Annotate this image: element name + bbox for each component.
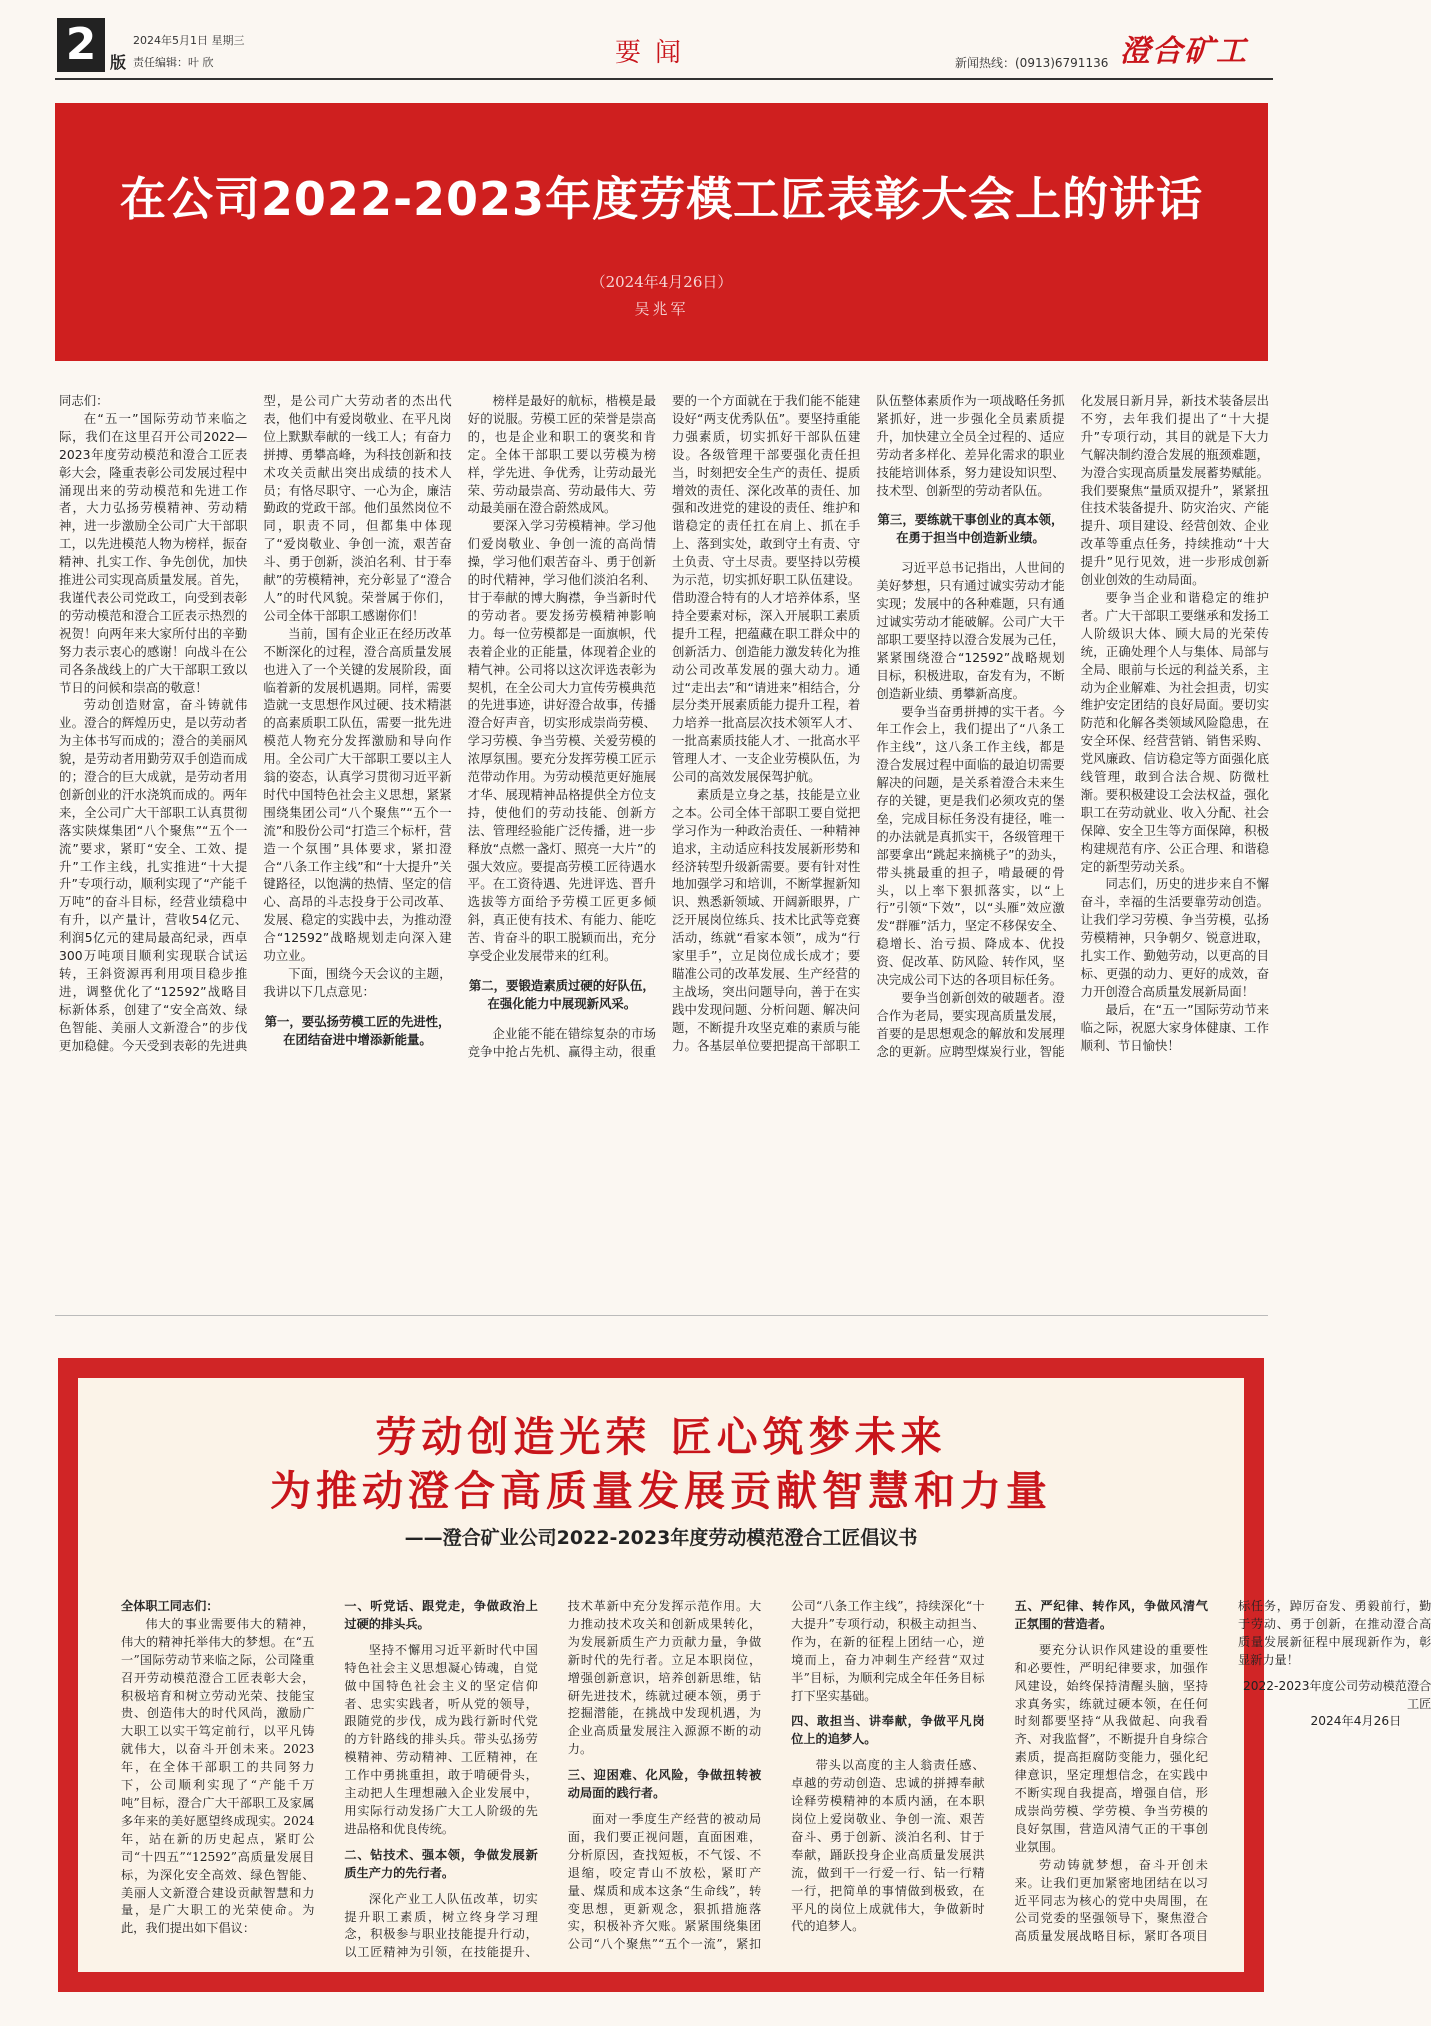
speech-paragraph: 最后，在“五一”国际劳动节来临之际，祝愿大家身体健康、工作顺利、节日愉快！ [1080, 1001, 1269, 1053]
proposal-paragraph: 要充分认识作风建设的重要性和必要性，严明纪律要求，加强作风建设，始终保持清醒头脑，坚持求真务实，练就过硬本领，在任何时刻都要坚持“从我做起、向我看齐、对我监督”，不断提升自身综合素质，提高拒腐防变能力，强化纪律意识，坚定理想信念，在实践中不断实现自我提高，增强自信，形成崇尚劳模、学劳模、争当劳模的良好氛围，营造风清气正的干事创业氛围。 [1014, 1642, 1208, 1854]
speech-paragraph: 要深入学习劳模精神。学习他们爱岗敬业、争创一流的高尚情操，学习他们艰苦奋斗、勇于创新的时代精神，学习他们淡泊名利、甘于奉献的博大胸襟，争当新时代的劳动者。要发扬劳模精神影响力。每一位劳模都是一面旗帜，代表着企业的正能量，体现着企业的精气神。公司将以这次评选表彰为契机，在全公司大力宣传劳模典范的先进事迹，讲好澄合故事，传播澄合好声音，切实形成崇尚劳模、学习劳模、争当劳模、关爱劳模的浓厚氛围。要充分发挥劳模工匠示范带动作用。为劳动模范更好施展才华、展现精神品格提供全方位支持，使他们的劳动技能、创新方法、管理经验能广泛传播，进一步释放“点燃一盏灯、照亮一大片”的强大效应。要提高劳模工匠待遇水平。在工资待遇、先进评选、晋升选拔等方面给予劳模工匠更多倾斜，真正使有技术、有能力、能吃苦、肯奋斗的职工脱颖而出，充分享受企业发展带来的红利。 [467, 518, 656, 964]
news-hotline: 新闻热线：(0913)6791136 [955, 56, 1109, 70]
speech-paragraph: 下面，围绕今天会议的主题，我讲以下几点意见： [263, 966, 452, 999]
speech-paragraph: 习近平总书记指出，人世间的美好梦想，只有通过诚实劳动才能实现；发展中的各种难题，只有通过诚实劳动才能破解。公司广大干部职工要坚持以澄合发展为己任，紧紧围绕澄合“12592”战略规划目标，积极进取，奋发有为，不断创造新业绩、勇攀新高度。 [876, 560, 1065, 701]
proposal-subtitle: ——澄合矿业公司2022-2023年度劳动模范澄合工匠倡议书 [404, 1527, 918, 1549]
proposal-heading: 一、听党话、跟党走，争做政治上过硬的排头兵。 [344, 1599, 538, 1631]
proposal-paragraph: 劳动铸就梦想，奋斗开创未来。让我们更加紧密地团结在以习近平同志为核心的党中央周围，在公司党委的坚强领导下，聚焦澄合高质量发展战略目标，紧盯各项目标任务，踔厉奋发、勇毅前行，勤于劳动、勇于创新，在推动澄合高质量发展新征程中展现新作为，彰显新力量！ [1014, 1599, 1431, 1944]
issue-date: 2024年5月1日 星期三 [133, 34, 245, 47]
speech-paragraph: 同志们，历史的进步来自不懈奋斗，幸福的生活要靠劳动创造。让我们学习劳模、争当劳模，弘扬劳模精神，只争朝夕、锐意进取，扎实工作、勤勉劳动，以更高的目标、更强的动力、更好的成效，奋力开创澄合高质量发展新局面！ [1080, 876, 1269, 999]
proposal-paragraph: 坚持不懈用习近平新时代中国特色社会主义思想凝心铸魂，自觉做中国特色社会主义的坚定信仰者、忠实实践者，听从党的领导，跟随党的步伐，成为践行新时代党的方针路线的排头兵。带头弘扬劳模精神、劳动精神、工匠精神，在工作中勇挑重担，敢于啃硬骨头，主动把人生理想融入企业发展中，用实际行动发扬广大工人阶级的先进品格和优良传统。 [344, 1642, 538, 1836]
editor-credit: 责任编辑：叶 欣 [133, 56, 214, 69]
speech-paragraph: 要争当奋勇拼搏的实干者。今年工作会上，我们提出了“八条工作主线”，这八条工作主线，都是澄合发展过程中面临的最迫切需要解决的问题，是关系着澄合未来生存的关键，更是我们必须攻克的堡垒，完成目标任务没有捷径，唯一的办法就是真抓实干，各级管理干部要拿出“跳起来摘桃子”的劲头，带头挑最重的担子，啃最硬的骨头，以上率下狠抓落实，以“上行”引领“下效”，以“头雁”效应激发“群雁”活力，坚定不移保安全、稳增长、治亏损、降成本、优投资、促改革、防风险、转作风，坚决完成公司下达的各项目标任务。 [876, 703, 1065, 988]
proposal-sign-date: 2024年4月26日 [1310, 1714, 1402, 1729]
proposal-paragraph: 带头以高度的主人翁责任感、卓越的劳动创造、忠诚的拼搏奉献诠释劳模精神的本质内涵，在本职岗位上爱岗敬业、争创一流、艰苦奋斗、勇于创新、淡泊名利、甘于奉献，踊跃投身企业高质量发展洪流，做到干一行爱一行、钻一行精一行，把简单的事情做到极致，在平凡的岗位上成就伟大，争做新时代的追梦人。 [791, 1758, 985, 1934]
proposal-heading: 二、钻技术、强本领，争做发展新质生产力的先行者。 [344, 1847, 538, 1880]
proposal-body [121, 1598, 1431, 1963]
page-number: 2 [57, 18, 105, 72]
speech-paragraph: 素质是立身之基，技能是立业之本。公司全体干部职工要自觉把学习作为一种政治责任、一种精神追求，主动适应科技发展新形势和经济转型升级新需要。要有针对性地加强学习和培训，不断掌握新知识、熟悉新领域、开阔新眼界，广泛开展岗位练兵、技术比武等竞赛活动，练就“看家本领”，成为“行家里手”，立足岗位成长成才；要瞄准公司的改革发展、生产经营的主战场，突出问题导向，善于在实践中发现问题、分析问题、解决问题，不断提升攻坚克难的素质与能力。各基层单位要把提高干部职工队伍整体素质作为一项战略任务抓紧抓好，进一步强化全员素质提升，加快建立全员全过程的、适应劳动者多样化、差异化需求的职业技能培训体系，努力建设知识型、技术型、创新型的劳动者队伍。 [671, 393, 1065, 1053]
speech-paragraph: 在“五一”国际劳动节来临之际，我们在这里召开公司2022—2023年度劳动模范和澄合工匠表彰大会，隆重表彰公司发展过程中涌现出来的劳动模范和先进工作者，大力弘扬劳模精神、劳动精神，进一步激励全公司广大干部职工，以先进模范人物为榜样，振奋精神、扎实工作、争先创优，加快推进公司实现高质量发展。首先，我谨代表公司党政工，向受到表彰的劳动模范和澄合工匠表示热烈的祝贺！向两年来大家所付出的辛勤努力表示衷心的感谢！向战斗在公司各条战线上的广大干部职工致以节日的问候和崇高的敬意！ [59, 410, 248, 695]
page-suffix: 版 [110, 53, 127, 72]
proposal-panel [78, 1378, 1431, 1972]
speech-heading: 第二，要锻造素质过硬的好队伍，在强化能力中展现新风采。 [468, 978, 655, 1011]
speech-paragraph: 劳动创造财富，奋斗铸就伟业。澄合的辉煌历史，是以劳动者为主体书写而成的；澄合的美丽风貌，是劳动者用勤劳双手创造而成的；澄合的巨大成就，是劳动者用创新创业的汗水浇筑而成的。两年来，全公司广大干部职工认真贯彻落实陕煤集团“八个聚焦”“五个一流”要求，紧盯“安全、工效、提升”工作主线，扎实推进“十大提升”专项行动，顺利实现了“产能千万吨”的奋斗目标，经营业绩稳中有升，以产量计，营收54亿元、利润5亿元的建局最高纪录，西卓300万吨项目顺利实现联合试运转，王斜资源再利用项目稳步推进，调整优化了“12592”战略目标新体系，创建了“安全高效、绿色智能、美丽人文新澄合”的步伐更加稳健。今天受到表彰的先进典型，是公司广大劳动者的杰出代表，他们中有爱岗敬业、在平凡岗位上默默奉献的一线工人；有奋力拼搏、勇攀高峰，为科技创新和技术攻关贡献出突出成绩的技术人员；有恪尽职守、一心为企，廉洁勤政的党政干部。他们虽然岗位不同，职责不同，但都集中体现了“爱岗敬业、争创一流，艰苦奋斗、勇于创新，淡泊名利、甘于奉献”的劳模精神，充分彰显了“澄合人”的时代风貌。荣誉属于你们，公司全体干部职工感谢你们！ [59, 393, 452, 1053]
proposal-title-line1: 劳动创造光荣 匠心筑梦未来 [375, 1413, 947, 1461]
proposal-signature: 2022-2023年度公司劳动模范澄合工匠 [1243, 1678, 1431, 1711]
speech-date: （2024年4月26日） [590, 273, 733, 291]
masthead [55, 12, 1273, 80]
speech-heading: 第一，要弘扬劳模工匠的先进性，在团结奋进中增添新能量。 [264, 1013, 451, 1047]
speech-paragraph: 要争当企业和谐稳定的维护者。广大干部职工要继承和发扬工人阶级识大体、顾大局的光荣传统，正确处理个人与集体、局部与全局、眼前与长远的利益关系，主动为企业解难、为社会担责，切实维护安定团结的良好局面。要切实防范和化解各类领域风险隐患，在安全环保、经营营销、销售采购、党风廉政、信访稳定等方面强化底线管理，敢到合法合规、防微杜渐。要积极建设工会法权益，强化职工在劳动就业、收入分配、社会保障、安全卫生等方面保障，积极构建规范有序、公正合理、和谐稳定的新型劳动关系。 [1080, 589, 1269, 874]
proposal-paragraph: 面对一季度生产经营的被动局面，我们要正视问题，直面困难，分析原因，查找短板，不气馁、不退缩，咬定青山不放松，紧盯产量、煤质和成本这条“生命线”，转变思想，更新观念，狠抓措施落实，积极补齐欠账。紧紧围绕集团公司“八个聚焦”“五个一流”，紧扣公司“八条工作主线”，持续深化“十大提升”专项行动，积极主动担当、作为，在新的征程上团结一心，逆境而上，奋力冲刺生产经营“双过半”目标，为顺利完成全年任务目标打下坚实基础。 [567, 1599, 985, 1952]
speech-paragraph: 当前，国有企业正在经历改革不断深化的过程，澄合高质量发展也进入了一个关键的发展阶段，面临着新的发展机遇期。同样，需要造就一支思想作风过硬、技术精湛的高素质职工队伍，需要一批先进模范人物充分发挥激励和导向作用。全公司广大干部职工要以主人翁的姿态，认真学习贯彻习近平新时代中国特色社会主义思想，紧紧围绕集团公司“八个聚焦”“五个一流”和股份公司“打造三个标杆，营造一个氛围”具体要求，紧扣澄合“八条工作主线”和“十大提升”关键路径，以饱满的热情、坚定的信心、高昂的斗志投身于公司改革、发展、稳定的实践中去，为推动澄合“12592”战略规划走向深入建功立业。 [263, 625, 452, 964]
speech-author: 吴兆军 [634, 300, 689, 318]
proposal-heading: 三、迎困难、化风险，争做扭转被动局面的践行者。 [567, 1768, 762, 1801]
speech-body [59, 392, 1269, 1288]
speech-heading: 第三，要练就干事创业的真本领，在勇于担当中创造新业绩。 [877, 512, 1064, 546]
section-name: 要闻 [615, 38, 696, 68]
proposal-title-line2: 为推动澄合高质量发展贡献智慧和力量 [270, 1467, 1052, 1515]
proposal-frame [58, 1358, 1431, 1992]
newspaper-logo: 澄合矿工 [1120, 34, 1248, 69]
speech-title-banner [55, 103, 1268, 361]
proposal-paragraph: 伟大的事业需要伟大的精神，伟大的精神托举伟大的梦想。在“五一”国际劳动节来临之际，公司隆重召开劳动模范澄合工匠表彰大会，积极培育和树立劳动光荣、技能宝贵、创造伟大的时代风尚，激励广大职工以实干笃定前行，以平凡铸就伟大，以奋斗开创未来。2023年，在全体干部职工的共同努力下，公司顺利实现了“产能千万吨”目标，澄合广大干部职工及家属多年来的美好愿望终成现实。2024年，站在新的历史起点，紧盯公司“十四五”“12592”高质量发展目标，为深化安全高效、绿色智能、美丽人文新澄合建设贡献智慧和力量，是广大职工的光荣使命。为此，我们提出如下倡议： [121, 1616, 315, 1936]
section-divider [55, 1315, 1268, 1316]
speech-title: 在公司2022-2023年度劳模工匠表彰大会上的讲话 [119, 172, 1204, 226]
speech-paragraph: 企业能不能在错综复杂的市场竞争中抢占先机、赢得主动，很重要的一个方面就在于我们能不能建设好“两支优秀队伍”。要坚持重能力强素质，切实抓好干部队伍建设。各级管理干部要强化责任担当，时刻把安全生产的责任、提质增效的责任、深化改革的责任、加强和改进党的建设的责任、维护和谐稳定的责任扛在肩上、抓在手上、落到实处，敢到守土有责、守土负责、守土尽责。要坚持以劳模为示范，切实抓好职工队伍建设。借助澄合特有的人才培养体系，坚持全要素对标，深入开展职工素质提升工程，把蕴藏在职工群众中的创新活力、创造能力激发转化为推动公司改革发展的强大动力。通过“走出去”和“请进来”相结合，分层分类开展素质能力提升工程，着力培养一批高层次技术领军人才、一批高素质技能人才、一批高水平管理人才、一支企业劳模队伍，为公司的高效发展保驾护航。 [467, 393, 861, 1059]
proposal-heading: 四、敢担当、讲奉献，争做平凡岗位上的追梦人。 [791, 1714, 985, 1747]
speech-paragraph: 要争当创新创效的破题者。澄合作为老局，要实现高质量发展，首要的是思想观念的解放和发展理念的更新。应聘型煤炭行业，智能化发展日新月异，新技术装备层出不穷，去年我们提出了“十大提升”专项行动，其目的就是下大力气解决制约澄合发展的瓶颈难题，为澄合实现高质量发展蓄势赋能。我们要聚焦“量质双提升”，紧紧扭住技术装备提升、防灾治灾、产能提升、项目建设、经营创效、企业改革等重点任务，持续推动“十大提升”见行见效，进一步形成创新创业创效的生动局面。 [876, 393, 1269, 1059]
proposal-salutation: 全体职工同志们： [121, 1599, 219, 1613]
speech-salutation: 同志们： [59, 393, 109, 408]
proposal-heading: 五、严纪律、转作风，争做风清气正氛围的营造者。 [1014, 1599, 1208, 1631]
speech-paragraph: 榜样是最好的航标，楷模是最好的说服。劳模工匠的荣誉是崇高的，也是企业和职工的褒奖和肯定。全体干部职工要以劳模为榜样，学先进、争优秀，让劳动最光荣、劳动最崇高、劳动最伟大、劳动最美丽在澄合蔚然成风。 [467, 393, 656, 516]
proposal-paragraph: 深化产业工人队伍改革，切实提升职工素质，树立终身学习理念，积极参与职业技能提升行动，以工匠精神为引领，在技能提升、技术革新中充分发挥示范作用。大力推动技术攻关和创新成果转化，为发展新质生产力贡献力量，争做新时代的先行者。立足本职岗位，增强创新意识，培养创新思维，钻研先进技术，练就过硬本领，勇于挖掘潜能，在挑战中发现机遇，为企业高质量发展注入源源不断的动力。 [344, 1599, 762, 1960]
